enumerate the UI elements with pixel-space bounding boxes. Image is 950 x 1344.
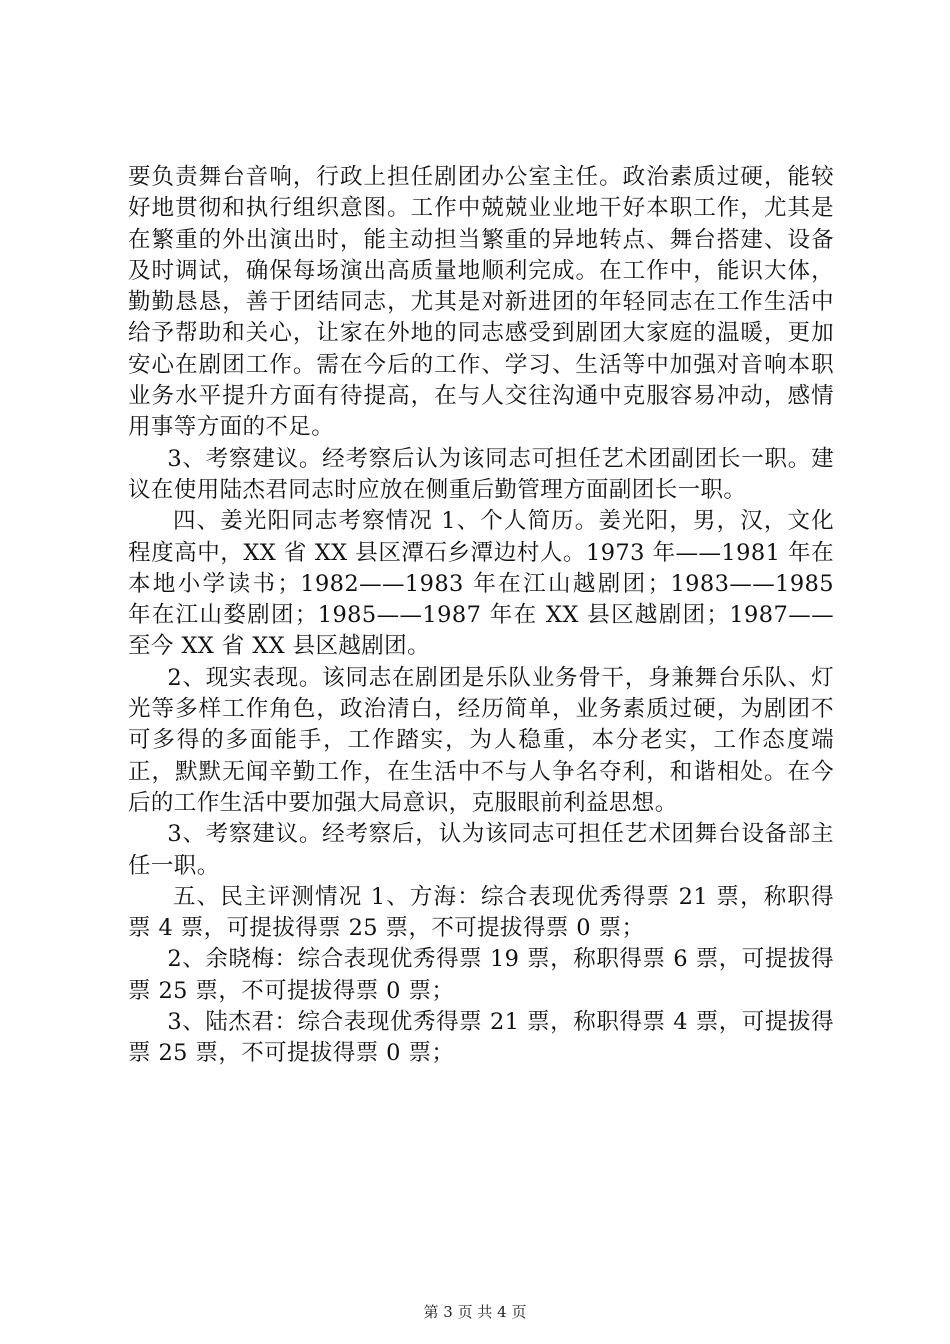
- paragraph-vote-lu: 3、陆杰君：综合表现优秀得票 21 票，称职得票 4 票，可提拔得票 25 票，不可提拔得票 0 票；: [128, 1009, 834, 1067]
- page-number-footer: 第 3 页 共 4 页: [423, 1303, 527, 1321]
- paragraph-section-four: 四、姜光阳同志考察情况 1、个人简历。姜光阳，男，汉，文化程度高中，XX 省 XX 县区潭石乡潭边村人。1973 年——1981 年在本地小学读书；1982——1983 年在江山越剧团；1983——1985 年在江山婺剧团；1985——1987 年在 XX 县区越剧团；1987——至今 XX 省 XX 县区越剧团。: [128, 508, 834, 660]
- paragraph-review-suggestion-1: 3、考察建议。经考察后认为该同志可担任艺术团副团长一职。建议在使用陆杰君同志时应放在侧重后勤管理方面副团长一职。: [128, 445, 834, 503]
- paragraph-continuation: 要负责舞台音响，行政上担任剧团办公室主任。政治素质过硬，能较好地贯彻和执行组织意图。工作中兢兢业业地干好本职工作，尤其是在繁重的外出演出时，能主动担当繁重的异地转点、舞台搭建、设备及时调试，确保每场演出高质量地顺利完成。在工作中，能识大体，勤勤恳恳，善于团结同志，尤其是对新进团的年轻同志在工作生活中给予帮助和关心，让家在外地的同志感受到剧团大家庭的温暖，更加安心在剧团工作。需在今后的工作、学习、生活等中加强对音响本职业务水平提升方面有待提高，在与人交往沟通中克服容易冲动，感情用事等方面的不足。: [128, 164, 834, 441]
- paragraph-vote-yu: 2、余晓梅：综合表现优秀得票 19 票，称职得票 6 票，可提拔得票 25 票，不可提拔得票 0 票；: [128, 946, 834, 1004]
- document-body: [128, 162, 834, 1070]
- paragraph-actual-performance: 2、现实表现。该同志在剧团是乐队业务骨干，身兼舞台乐队、灯光等多样工作角色，政治清白，经历简单，业务素质过硬，为剧团不可多得的多面能手，工作踏实，为人稳重，本分老实，工作态度端正，默默无闻辛勤工作，在生活中不与人争名夺利，和谐相处。在今后的工作生活中要加强大局意识，克服眼前利益思想。: [128, 664, 834, 816]
- paragraph-review-suggestion-2: 3、考察建议。经考察后，认为该同志可担任艺术团舞台设备部主任一职。: [128, 821, 834, 879]
- paragraph-section-five: 五、民主评测情况 1、方海：综合表现优秀得票 21 票，称职得票 4 票，可提拔得票 25 票，不可提拔得票 0 票；: [128, 883, 834, 942]
